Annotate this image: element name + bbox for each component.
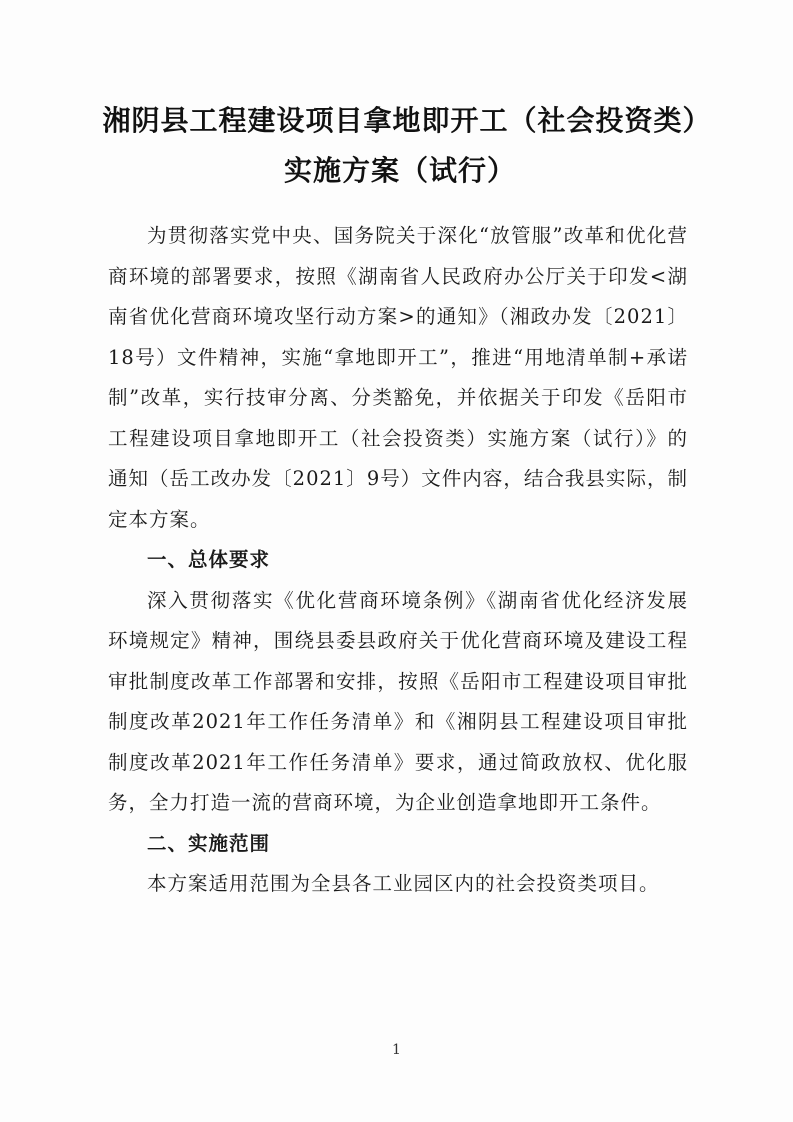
- section-heading-scope: 二、实施范围: [147, 831, 271, 855]
- intro-paragraph: 为贯彻落实党中央、国务院关于深化“放管服”改革和优化营商环境的部署要求，按照《湖南省人民政府办公厅关于印发<湖南省优化营商环境攻坚行动方案>的通知》（湘政办发〔2021〕18号）文件精神，实施“拿地即开工”，推进“用地清单制+承诺制”改革，实行技审分离、分类豁免，并依据关于印发《岳阳市工程建设项目拿地即开工（社会投资类）实施方案（试行）》的通知（岳工改办发〔2021〕9号）文件内容，结合我县实际，制定本方案。: [108, 224, 688, 531]
- section-paragraph-general-requirements: 深入贯彻落实《优化营商环境条例》《湖南省优化经济发展环境规定》精神，围绕县委县政府关于优化营商环境及建设工程审批制度改革工作部署和安排，按照《岳阳市工程建设项目审批制度改革2021年工作任务清单》和《湘阴县工程建设项目审批制度改革2021年工作任务清单》要求，通过简政放权、优化服务，全力打造一流的营商环境，为企业创造拿地即开工条件。: [108, 588, 688, 814]
- section-heading-general-requirements: 一、总体要求: [147, 548, 271, 571]
- document-body: [108, 216, 688, 905]
- document-title: 湘阴县工程建设项目拿地即开工（社会投资类）实施方案（试行）: [102, 104, 698, 187]
- section-paragraph-scope: 本方案适用范围为全县各工业园区内的社会投资类项目。: [147, 872, 660, 895]
- page-number: 1: [392, 1042, 401, 1058]
